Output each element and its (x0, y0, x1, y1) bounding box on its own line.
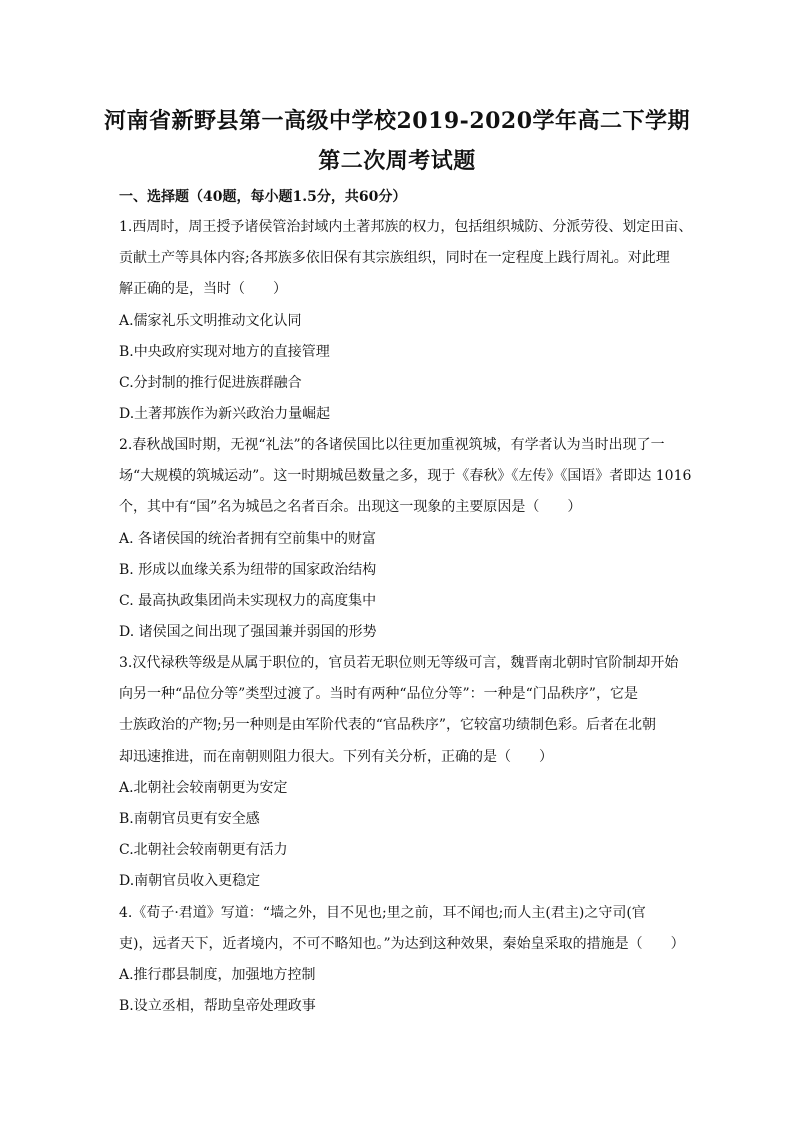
question-2-stem-line-3: 个，其中有“国”名为城邑之名者百余。出现这一现象的主要原因是（ ） (119, 499, 582, 515)
question-3-stem-line-2: 向另一种“品位分等”类型过渡了。当时有两种“品位分等”：一种是“门品秩序”，它是 (119, 686, 638, 702)
question-1-option-c: C.分封制的推行促进族群融合 (119, 375, 302, 391)
question-1-option-d: D.土著邦族作为新兴政治力量崛起 (119, 406, 331, 422)
question-2-option-b: B. 形成以血缘关系为纽带的国家政治结构 (119, 562, 377, 578)
question-3-option-b: B.南朝官员更有安全感 (119, 811, 260, 827)
question-3-stem-line-3: 士族政治的产物;另一种则是由军阶代表的“官品秩序”，它较富功绩制色彩。后者在北朝 (119, 717, 657, 733)
question-1-stem-line-1: 1.西周时，周王授予诸侯管治封域内土著邦族的权力，包括组织城防、分派劳役、划定田亩、 (119, 219, 693, 235)
section-heading: 一、选择题（40题，每小题1.5分，共60分） (119, 189, 407, 205)
question-1-option-b: B.中央政府实现对地方的直接管理 (119, 344, 330, 360)
question-3-option-a: A.北朝社会较南朝更为安定 (119, 780, 288, 796)
question-4-option-b: B.设立丞相，帮助皇帝处理政事 (119, 998, 316, 1014)
question-4-stem-line-1: 4.《荀子·君道》写道：“墙之外，目不见也;里之前，耳不闻也;而人主(君主)之守司(官 (119, 905, 646, 921)
question-3-stem-line-4: 却迅速推进，而在南朝则阻力很大。下列有关分析，正确的是（ ） (119, 749, 553, 765)
question-4-stem-line-2: 吏)，远者天下，近者境内，不可不略知也。”为达到这种效果，秦始皇采取的措施是（ ） (119, 936, 685, 952)
question-3-option-d: D.南朝官员收入更稳定 (119, 873, 261, 889)
question-2-option-d: D. 诸侯国之间出现了强国兼并弱国的形势 (119, 624, 377, 640)
document-title-line1: 河南省新野县第一高级中学校2019-2020学年高二下学期 (103, 108, 691, 134)
question-2-stem-line-2: 场“大规模的筑城运动”。这一时期城邑数量之多，现于《春秋》《左传》《国语》者即达 1016 (119, 468, 692, 484)
question-1-stem-line-2: 贡献土产等具体内容;各邦族多依旧保有其宗族组织，同时在一定程度上践行周礼。对此理 (119, 250, 670, 266)
question-2-stem-line-1: 2.春秋战国时期，无视“礼法”的各诸侯国比以往更加重视筑城，有学者认为当时出现了一 (119, 437, 665, 453)
question-3-stem-line-1: 3.汉代禄秩等级是从属于职位的，官员若无职位则无等级可言，魏晋南北朝时官阶制却开始 (119, 655, 679, 671)
question-1-option-a: A.儒家礼乐文明推动文化认同 (119, 313, 302, 329)
question-4-option-a: A.推行郡县制度，加强地方控制 (119, 967, 316, 983)
question-2-option-a: A. 各诸侯国的统治者拥有空前集中的财富 (119, 531, 377, 547)
question-3-option-c: C.北朝社会较南朝更有活力 (119, 842, 288, 858)
question-1-stem-line-3: 解正确的是，当时（ ） (119, 281, 287, 297)
document-title-line2: 第二次周考试题 (318, 148, 476, 174)
question-2-option-c: C. 最高执政集团尚未实现权力的高度集中 (119, 593, 377, 609)
